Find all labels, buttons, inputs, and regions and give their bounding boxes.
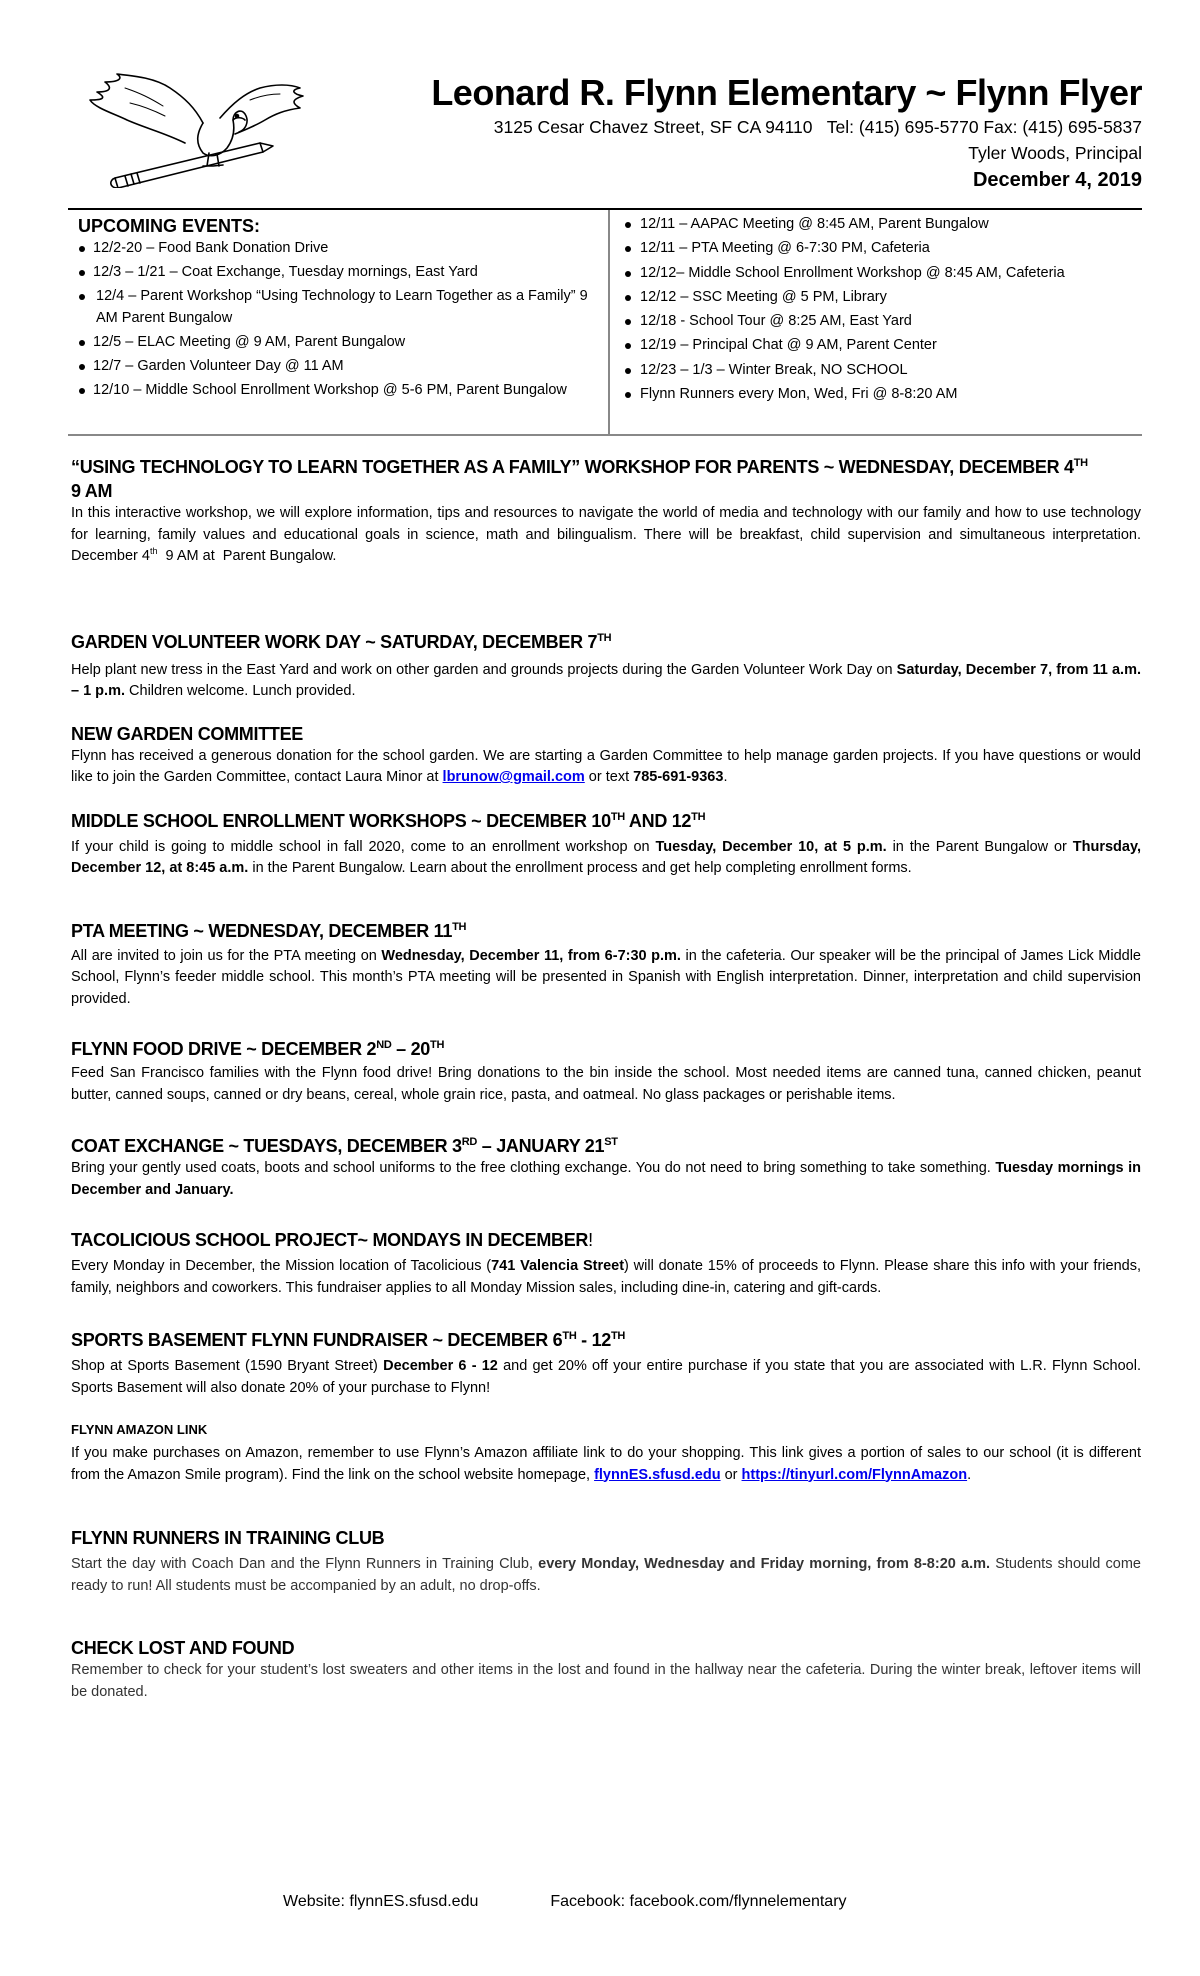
section-pta-meeting	[71, 919, 1141, 1011]
upcoming-events-table	[68, 208, 1142, 436]
event-item: 12/23 – 1/3 – Winter Break, NO SCHOOL	[624, 360, 1134, 381]
section-runners-club	[71, 1526, 1141, 1597]
section-coat-exchange	[71, 1134, 1141, 1201]
section-lost-and-found	[71, 1636, 1141, 1703]
section-heading: FLYNN RUNNERS IN TRAINING CLUB	[71, 1528, 385, 1548]
section-middle-school-enrollment	[71, 809, 1141, 880]
school-website-link[interactable]: flynnES.sfusd.edu	[594, 1466, 721, 1483]
section-body: Bring your gently used coats, boots and school uniforms to the free clothing exchange. You do not need to bring something to take something. Tuesday mornings in December and January.	[71, 1160, 1141, 1198]
events-list-right	[624, 214, 1134, 405]
section-technology-workshop	[71, 455, 1141, 568]
section-heading: SPORTS BASEMENT FLYNN FUNDRAISER ~ DECEMBER 6TH - 12TH	[71, 1330, 626, 1350]
event-item: 12/10 – Middle School Enrollment Workshop @ 5-6 PM, Parent Bungalow	[74, 380, 600, 402]
section-body: Shop at Sports Basement (1590 Bryant Street) December 6 - 12 and get 20% off your entire purchase if you state that you are associated with L.R. Flynn School. Sports Basement will also donate 20% of your purchase to Flynn!	[71, 1358, 1142, 1396]
principal-name: Tyler Woods, Principal	[968, 143, 1142, 163]
event-item: 12/19 – Principal Chat @ 9 AM, Parent Center	[624, 335, 1134, 356]
section-food-drive	[71, 1037, 1141, 1106]
section-heading: GARDEN VOLUNTEER WORK DAY ~ SATURDAY, DECEMBER 7TH	[71, 631, 612, 652]
section-body: If your child is going to middle school in fall 2020, come to an enrollment workshop on Tuesday, December 10, at 5 p.m. in the Parent Bungalow or Thursday, December 12, at 8:45 a.m. in the Parent Bungalow. Learn about the enrollment process and get help completing enrollment forms.	[71, 838, 1141, 876]
section-heading: TACOLICIOUS SCHOOL PROJECT~ MONDAYS IN DECEMBER!	[71, 1230, 593, 1250]
section-heading: PTA MEETING ~ WEDNESDAY, DECEMBER 11TH	[71, 920, 467, 941]
footer	[283, 1893, 847, 1911]
section-sports-basement	[71, 1328, 1141, 1399]
section-tacolicious	[71, 1228, 1141, 1299]
school-address: 3125 Cesar Chavez Street, SF CA 94110	[493, 117, 813, 137]
events-column-right	[610, 210, 1142, 434]
event-item: Flynn Runners every Mon, Wed, Fri @ 8-8:20 AM	[624, 384, 1134, 405]
section-garden-volunteer-day	[71, 630, 1141, 703]
section-body: Help plant new tress in the East Yard and work on other garden and grounds projects during the Garden Volunteer Work Day on Saturday, December 7, from 11 a.m. – 1 p.m. Children welcome. Lunch provided.	[71, 661, 1141, 699]
newsletter-body	[71, 455, 1141, 1703]
event-item: 12/12– Middle School Enrollment Workshop @ 8:45 AM, Cafeteria	[624, 263, 1134, 284]
section-heading: NEW GARDEN COMMITTEE	[71, 723, 303, 744]
events-heading: UPCOMING EVENTS:	[78, 216, 261, 236]
masthead	[431, 72, 1142, 194]
section-body: Feed San Francisco families with the Flynn food drive! Bring donations to the bin inside the school. Most needed items are canned tuna, canned chicken, peanut butter, canned soups, canned or dry beans, cereal, whole grain rice, pasta, and oatmeal. No glass packages or perishable items.	[71, 1065, 1141, 1103]
amazon-affiliate-link[interactable]: https://tinyurl.com/FlynnAmazon	[741, 1466, 968, 1483]
email-link[interactable]: lbrunow@gmail.com	[442, 769, 585, 785]
section-body: If you make purchases on Amazon, remember to use Flynn’s Amazon affiliate link to do your shopping. This link gives a portion of sales to our school (it is different from the Amazon Smile program). Find the link on the school website homepage, flynnES.sfusd.edu or https://tinyurl.com/FlynnAmazon.	[71, 1445, 1141, 1483]
section-body: In this interactive workshop, we will explore information, tips and resources to navigate the world of media and technology with our family and how to use technology for learning, family values and educational goals in science, math and bilingualism. There will be breakfast, child supervision and simultaneous interpretation. December 4th 9 AM at Parent Bungalow.	[71, 505, 1141, 564]
section-heading: “USING TECHNOLOGY TO LEARN TOGETHER AS A FAMILY” WORKSHOP FOR PARENTS ~ WEDNESDAY, DECEMBER 4TH 9 AM	[71, 457, 1088, 501]
event-item: 12/5 – ELAC Meeting @ 9 AM, Parent Bungalow	[74, 332, 600, 354]
section-body: Start the day with Coach Dan and the Flynn Runners in Training Club, every Monday, Wednesday and Friday morning, from 8-8:20 a.m. Students should come ready to run! All students must be accompanied by an adult, no drop-offs.	[71, 1556, 1141, 1594]
newsletter-title: Leonard R. Flynn Elementary ~ Flynn Flyer	[431, 72, 1142, 113]
footer-facebook[interactable]: Facebook: facebook.com/flynnelementary	[550, 1893, 847, 1910]
section-heading: FLYNN FOOD DRIVE ~ DECEMBER 2ND – 20TH	[71, 1039, 445, 1059]
section-body: Flynn has received a generous donation for the school garden. We are starting a Garden Committee to help manage garden projects. If you have questions or would like to join the Garden Committee, contact Laura Minor at lbrunow@gmail.com or text 785-691-9363.	[71, 747, 1141, 785]
section-heading: FLYNN AMAZON LINK	[71, 1422, 208, 1437]
event-item: 12/4 – Parent Workshop “Using Technology to Learn Together as a Family” 9 AM Parent Bungalow	[74, 286, 600, 329]
event-item: 12/18 - School Tour @ 8:25 AM, East Yard	[624, 311, 1134, 332]
section-body: Every Monday in December, the Mission location of Tacolicious (741 Valencia Street) will donate 15% of proceeds to Flynn. Please share this info with your friends, family, neighbors and coworkers. This fundraiser applies to all Monday Mission sales, including dine-in, catering and gift-cards.	[71, 1258, 1141, 1296]
section-amazon-link	[71, 1420, 1141, 1486]
event-item: 12/11 – PTA Meeting @ 6-7:30 PM, Cafeteria	[624, 238, 1134, 259]
section-garden-committee	[71, 722, 1141, 789]
eagle-on-pencil-logo	[85, 48, 315, 188]
event-item: 12/2-20 – Food Bank Donation Drive	[74, 238, 600, 260]
events-list-left	[74, 238, 600, 401]
section-heading: CHECK LOST AND FOUND	[71, 1638, 295, 1658]
event-item: 12/12 – SSC Meeting @ 5 PM, Library	[624, 287, 1134, 308]
section-body: All are invited to join us for the PTA meeting on Wednesday, December 11, from 6-7:30 p.m. in the cafeteria. Our speaker will be the principal of James Lick Middle School, Flynn’s feeder middle school. This month’s PTA meeting will be presented in Spanish with English interpretation. Dinner, interpretation and child supervision provided.	[71, 947, 1141, 1007]
section-body: Remember to check for your student’s lost sweaters and other items in the lost and found in the hallway near the cafeteria. During the winter break, leftover items will be donated.	[71, 1662, 1141, 1700]
phone-fax: Tel: (415) 695-5770 Fax: (415) 695-5837	[826, 117, 1142, 137]
event-item: 12/11 – AAPAC Meeting @ 8:45 AM, Parent Bungalow	[624, 214, 1134, 235]
section-heading: MIDDLE SCHOOL ENROLLMENT WORKSHOPS ~ DECEMBER 10TH AND 12TH	[71, 810, 706, 831]
issue-date: December 4, 2019	[972, 169, 1142, 191]
section-heading: COAT EXCHANGE ~ TUESDAYS, DECEMBER 3RD – JANUARY 21ST	[71, 1136, 618, 1156]
event-item: 12/3 – 1/21 – Coat Exchange, Tuesday mornings, East Yard	[74, 262, 600, 284]
events-column-left	[68, 210, 610, 434]
footer-website[interactable]: Website: flynnES.sfusd.edu	[283, 1893, 479, 1910]
event-item: 12/7 – Garden Volunteer Day @ 11 AM	[74, 356, 600, 378]
contact-line	[431, 114, 1142, 140]
